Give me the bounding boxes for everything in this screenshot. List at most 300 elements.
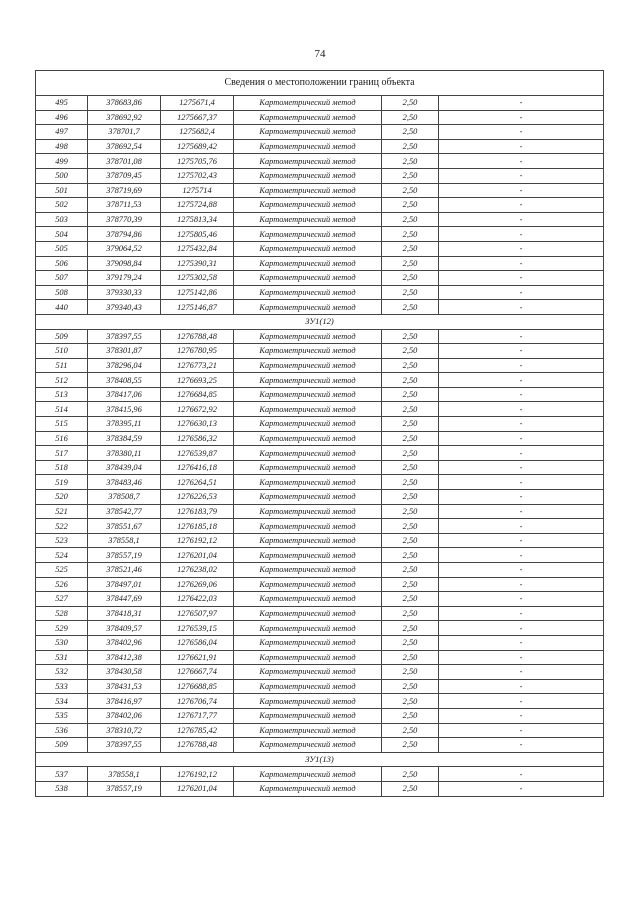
coordinates-table [35, 70, 604, 797]
point-number: 538 [36, 781, 88, 796]
precision-cell: 2,50 [382, 227, 439, 242]
precision-cell: 2,50 [382, 781, 439, 796]
table-row [36, 781, 604, 796]
table-row [36, 256, 604, 271]
point-number: 517 [36, 446, 88, 461]
description-cell: - [439, 271, 604, 286]
table-row [36, 767, 604, 782]
point-number: 521 [36, 504, 88, 519]
description-cell: - [439, 694, 604, 709]
point-number: 509 [36, 329, 88, 344]
coord-x: 378439,04 [88, 460, 161, 475]
description-cell: - [439, 183, 604, 198]
precision-cell: 2,50 [382, 679, 439, 694]
coord-x: 378794,86 [88, 227, 161, 242]
coord-x: 378447,69 [88, 592, 161, 607]
point-number: 510 [36, 344, 88, 359]
table-row [36, 548, 604, 563]
coord-y: 1276201,04 [161, 548, 234, 563]
coord-y: 1275813,34 [161, 212, 234, 227]
method-cell: Картометрический метод [234, 490, 382, 505]
method-cell: Картометрический метод [234, 96, 382, 111]
precision-cell: 2,50 [382, 373, 439, 388]
table-row [36, 621, 604, 636]
method-cell: Картометрический метод [234, 154, 382, 169]
coord-y: 1276269,06 [161, 577, 234, 592]
precision-cell: 2,50 [382, 738, 439, 753]
page-number: 74 [314, 48, 326, 60]
group-header-row [36, 314, 604, 329]
precision-cell: 2,50 [382, 635, 439, 650]
coord-y: 1276192,12 [161, 767, 234, 782]
description-cell: - [439, 723, 604, 738]
coord-x: 378683,86 [88, 96, 161, 111]
table-row [36, 300, 604, 315]
table-row [36, 227, 604, 242]
table-row [36, 592, 604, 607]
point-number: 532 [36, 665, 88, 680]
method-cell: Картометрический метод [234, 256, 382, 271]
group-header-row [36, 752, 604, 767]
coord-y: 1276264,51 [161, 475, 234, 490]
coord-y: 1276667,74 [161, 665, 234, 680]
coord-x: 378431,53 [88, 679, 161, 694]
precision-cell: 2,50 [382, 475, 439, 490]
coord-x: 378701,7 [88, 125, 161, 140]
method-cell: Картометрический метод [234, 125, 382, 140]
table-row [36, 212, 604, 227]
precision-cell: 2,50 [382, 344, 439, 359]
method-cell: Картометрический метод [234, 300, 382, 315]
precision-cell: 2,50 [382, 271, 439, 286]
point-number: 500 [36, 168, 88, 183]
coord-x: 378310,72 [88, 723, 161, 738]
table-row [36, 577, 604, 592]
table-row [36, 373, 604, 388]
method-cell: Картометрический метод [234, 460, 382, 475]
description-cell: - [439, 387, 604, 402]
coord-y: 1276539,15 [161, 621, 234, 636]
coord-x: 378384,59 [88, 431, 161, 446]
precision-cell: 2,50 [382, 431, 439, 446]
description-cell: - [439, 212, 604, 227]
point-number: 528 [36, 606, 88, 621]
precision-cell: 2,50 [382, 723, 439, 738]
description-cell: - [439, 679, 604, 694]
coord-y: 1276183,79 [161, 504, 234, 519]
point-number: 529 [36, 621, 88, 636]
description-cell: - [439, 139, 604, 154]
description-cell: - [439, 504, 604, 519]
coord-y: 1275142,86 [161, 285, 234, 300]
description-cell: - [439, 490, 604, 505]
precision-cell: 2,50 [382, 504, 439, 519]
method-cell: Картометрический метод [234, 285, 382, 300]
precision-cell: 2,50 [382, 548, 439, 563]
method-cell: Картометрический метод [234, 563, 382, 578]
precision-cell: 2,50 [382, 665, 439, 680]
coord-y: 1276630,13 [161, 417, 234, 432]
method-cell: Картометрический метод [234, 387, 382, 402]
method-cell: Картометрический метод [234, 227, 382, 242]
table-row [36, 490, 604, 505]
point-number: 526 [36, 577, 88, 592]
coord-x: 378770,39 [88, 212, 161, 227]
table-row [36, 417, 604, 432]
precision-cell: 2,50 [382, 708, 439, 723]
coord-y: 1276539,87 [161, 446, 234, 461]
method-cell: Картометрический метод [234, 504, 382, 519]
coord-y: 1276586,32 [161, 431, 234, 446]
coord-x: 378296,04 [88, 358, 161, 373]
coord-y: 1276416,18 [161, 460, 234, 475]
coord-x: 378692,92 [88, 110, 161, 125]
precision-cell: 2,50 [382, 694, 439, 709]
coord-y: 1275146,87 [161, 300, 234, 315]
coord-x: 379340,43 [88, 300, 161, 315]
description-cell: - [439, 708, 604, 723]
method-cell: Картометрический метод [234, 723, 382, 738]
coord-x: 378418,31 [88, 606, 161, 621]
method-cell: Картометрический метод [234, 781, 382, 796]
table-row [36, 431, 604, 446]
coord-x: 378416,97 [88, 694, 161, 709]
precision-cell: 2,50 [382, 183, 439, 198]
coord-y: 1276773,21 [161, 358, 234, 373]
method-cell: Картометрический метод [234, 650, 382, 665]
method-cell: Картометрический метод [234, 606, 382, 621]
point-number: 504 [36, 227, 88, 242]
coord-x: 378409,57 [88, 621, 161, 636]
precision-cell: 2,50 [382, 96, 439, 111]
point-number: 527 [36, 592, 88, 607]
coord-x: 378709,45 [88, 168, 161, 183]
description-cell: - [439, 621, 604, 636]
coord-y: 1276684,85 [161, 387, 234, 402]
table-row [36, 519, 604, 534]
precision-cell: 2,50 [382, 417, 439, 432]
table-row [36, 139, 604, 154]
precision-cell: 2,50 [382, 241, 439, 256]
description-cell: - [439, 577, 604, 592]
method-cell: Картометрический метод [234, 402, 382, 417]
precision-cell: 2,50 [382, 285, 439, 300]
table-row [36, 110, 604, 125]
description-cell: - [439, 241, 604, 256]
point-number: 525 [36, 563, 88, 578]
table-row [36, 679, 604, 694]
precision-cell: 2,50 [382, 198, 439, 213]
description-cell: - [439, 475, 604, 490]
method-cell: Картометрический метод [234, 183, 382, 198]
point-number: 524 [36, 548, 88, 563]
coord-x: 378711,53 [88, 198, 161, 213]
method-cell: Картометрический метод [234, 431, 382, 446]
coord-y: 1276717,77 [161, 708, 234, 723]
method-cell: Картометрический метод [234, 168, 382, 183]
point-number: 512 [36, 373, 88, 388]
description-cell: - [439, 154, 604, 169]
method-cell: Картометрический метод [234, 110, 382, 125]
description-cell: - [439, 96, 604, 111]
method-cell: Картометрический метод [234, 475, 382, 490]
table-row [36, 533, 604, 548]
point-number: 535 [36, 708, 88, 723]
description-cell: - [439, 417, 604, 432]
point-number: 501 [36, 183, 88, 198]
coord-x: 378430,58 [88, 665, 161, 680]
coord-y: 1275682,4 [161, 125, 234, 140]
description-cell: - [439, 358, 604, 373]
precision-cell: 2,50 [382, 621, 439, 636]
coord-x: 378521,46 [88, 563, 161, 578]
coord-y: 1275667,37 [161, 110, 234, 125]
description-cell: - [439, 285, 604, 300]
coord-y: 1276507,97 [161, 606, 234, 621]
coord-x: 378558,1 [88, 767, 161, 782]
description-cell: - [439, 635, 604, 650]
coord-x: 378557,19 [88, 781, 161, 796]
table-row [36, 708, 604, 723]
coord-x: 378301,87 [88, 344, 161, 359]
method-cell: Картометрический метод [234, 592, 382, 607]
point-number: 499 [36, 154, 88, 169]
table-row [36, 563, 604, 578]
description-cell: - [439, 650, 604, 665]
description-cell: - [439, 548, 604, 563]
coord-y: 1276688,85 [161, 679, 234, 694]
point-number: 508 [36, 285, 88, 300]
point-number: 537 [36, 767, 88, 782]
precision-cell: 2,50 [382, 592, 439, 607]
precision-cell: 2,50 [382, 358, 439, 373]
point-number: 496 [36, 110, 88, 125]
table-row [36, 446, 604, 461]
description-cell: - [439, 198, 604, 213]
description-cell: - [439, 563, 604, 578]
precision-cell: 2,50 [382, 606, 439, 621]
coord-y: 1276238,02 [161, 563, 234, 578]
coord-y: 1276586,04 [161, 635, 234, 650]
description-cell: - [439, 431, 604, 446]
precision-cell: 2,50 [382, 490, 439, 505]
table-row [36, 96, 604, 111]
method-cell: Картометрический метод [234, 767, 382, 782]
table-row [36, 241, 604, 256]
method-cell: Картометрический метод [234, 665, 382, 680]
point-number: 506 [36, 256, 88, 271]
table-row [36, 183, 604, 198]
point-number: 507 [36, 271, 88, 286]
coord-x: 378497,01 [88, 577, 161, 592]
coord-x: 378415,96 [88, 402, 161, 417]
description-cell: - [439, 373, 604, 388]
coord-x: 378483,46 [88, 475, 161, 490]
coord-x: 378557,19 [88, 548, 161, 563]
point-number: 515 [36, 417, 88, 432]
coord-x: 378551,67 [88, 519, 161, 534]
table-row [36, 358, 604, 373]
method-cell: Картометрический метод [234, 329, 382, 344]
coord-y: 1276785,42 [161, 723, 234, 738]
point-number: 502 [36, 198, 88, 213]
table-caption-row [36, 71, 604, 96]
method-cell: Картометрический метод [234, 198, 382, 213]
description-cell: - [439, 592, 604, 607]
coord-x: 379330,33 [88, 285, 161, 300]
description-cell: - [439, 533, 604, 548]
point-number: 519 [36, 475, 88, 490]
point-number: 505 [36, 241, 88, 256]
table-row [36, 635, 604, 650]
method-cell: Картометрический метод [234, 446, 382, 461]
coord-x: 378402,96 [88, 635, 161, 650]
point-number: 523 [36, 533, 88, 548]
description-cell: - [439, 227, 604, 242]
method-cell: Картометрический метод [234, 708, 382, 723]
table-row [36, 198, 604, 213]
coord-x: 378397,55 [88, 738, 161, 753]
method-cell: Картометрический метод [234, 139, 382, 154]
precision-cell: 2,50 [382, 125, 439, 140]
description-cell: - [439, 446, 604, 461]
table-row [36, 738, 604, 753]
precision-cell: 2,50 [382, 767, 439, 782]
point-number: 440 [36, 300, 88, 315]
table-row [36, 650, 604, 665]
method-cell: Картометрический метод [234, 694, 382, 709]
coord-y: 1275702,43 [161, 168, 234, 183]
table-row [36, 387, 604, 402]
description-cell: - [439, 344, 604, 359]
precision-cell: 2,50 [382, 329, 439, 344]
group-label: ЗУ1(13) [36, 752, 604, 767]
description-cell: - [439, 767, 604, 782]
table-caption: Сведения о местоположении границ объекта [36, 71, 604, 96]
coord-y: 1276226,53 [161, 490, 234, 505]
coord-y: 1276788,48 [161, 329, 234, 344]
precision-cell: 2,50 [382, 212, 439, 227]
method-cell: Картометрический метод [234, 738, 382, 753]
coord-y: 1276192,12 [161, 533, 234, 548]
description-cell: - [439, 519, 604, 534]
coord-y: 1275432,84 [161, 241, 234, 256]
coord-x: 378412,38 [88, 650, 161, 665]
precision-cell: 2,50 [382, 519, 439, 534]
point-number: 536 [36, 723, 88, 738]
description-cell: - [439, 460, 604, 475]
method-cell: Картометрический метод [234, 241, 382, 256]
description-cell: - [439, 402, 604, 417]
precision-cell: 2,50 [382, 650, 439, 665]
coord-y: 1276422,03 [161, 592, 234, 607]
coord-x: 378380,11 [88, 446, 161, 461]
coord-y: 1275390,31 [161, 256, 234, 271]
precision-cell: 2,50 [382, 387, 439, 402]
point-number: 518 [36, 460, 88, 475]
point-number: 522 [36, 519, 88, 534]
table-row [36, 285, 604, 300]
coord-y: 1276201,04 [161, 781, 234, 796]
coord-y: 1276780,95 [161, 344, 234, 359]
point-number: 509 [36, 738, 88, 753]
description-cell: - [439, 168, 604, 183]
point-number: 503 [36, 212, 88, 227]
description-cell: - [439, 665, 604, 680]
coord-y: 1276672,92 [161, 402, 234, 417]
table-row [36, 344, 604, 359]
description-cell: - [439, 606, 604, 621]
method-cell: Картометрический метод [234, 344, 382, 359]
description-cell: - [439, 256, 604, 271]
coord-y: 1275714 [161, 183, 234, 198]
precision-cell: 2,50 [382, 139, 439, 154]
coord-x: 378558,1 [88, 533, 161, 548]
coord-y: 1276185,18 [161, 519, 234, 534]
point-number: 520 [36, 490, 88, 505]
precision-cell: 2,50 [382, 460, 439, 475]
precision-cell: 2,50 [382, 577, 439, 592]
table-row [36, 606, 604, 621]
description-cell: - [439, 110, 604, 125]
precision-cell: 2,50 [382, 563, 439, 578]
coord-x: 378417,06 [88, 387, 161, 402]
coord-y: 1275705,76 [161, 154, 234, 169]
precision-cell: 2,50 [382, 256, 439, 271]
precision-cell: 2,50 [382, 446, 439, 461]
description-cell: - [439, 329, 604, 344]
point-number: 498 [36, 139, 88, 154]
coord-x: 378408,55 [88, 373, 161, 388]
coord-x: 378692,54 [88, 139, 161, 154]
precision-cell: 2,50 [382, 402, 439, 417]
coord-y: 1276621,91 [161, 650, 234, 665]
coord-x: 379064,52 [88, 241, 161, 256]
coord-x: 378701,08 [88, 154, 161, 169]
method-cell: Картометрический метод [234, 373, 382, 388]
precision-cell: 2,50 [382, 110, 439, 125]
coord-x: 379098,84 [88, 256, 161, 271]
table-row [36, 504, 604, 519]
coord-x: 378719,69 [88, 183, 161, 198]
table-row [36, 694, 604, 709]
point-number: 530 [36, 635, 88, 650]
point-number: 533 [36, 679, 88, 694]
point-number: 534 [36, 694, 88, 709]
point-number: 513 [36, 387, 88, 402]
coord-x: 378397,55 [88, 329, 161, 344]
point-number: 514 [36, 402, 88, 417]
precision-cell: 2,50 [382, 154, 439, 169]
coord-x: 378395,11 [88, 417, 161, 432]
method-cell: Картометрический метод [234, 271, 382, 286]
coord-y: 1276693,25 [161, 373, 234, 388]
description-cell: - [439, 738, 604, 753]
description-cell: - [439, 300, 604, 315]
method-cell: Картометрический метод [234, 417, 382, 432]
table-row [36, 329, 604, 344]
point-number: 531 [36, 650, 88, 665]
method-cell: Картометрический метод [234, 548, 382, 563]
coord-y: 1275671,4 [161, 96, 234, 111]
point-number: 516 [36, 431, 88, 446]
coord-x: 378402,06 [88, 708, 161, 723]
table-row [36, 271, 604, 286]
table-row [36, 402, 604, 417]
coord-y: 1275724,88 [161, 198, 234, 213]
table-row [36, 475, 604, 490]
coord-x: 379179,24 [88, 271, 161, 286]
